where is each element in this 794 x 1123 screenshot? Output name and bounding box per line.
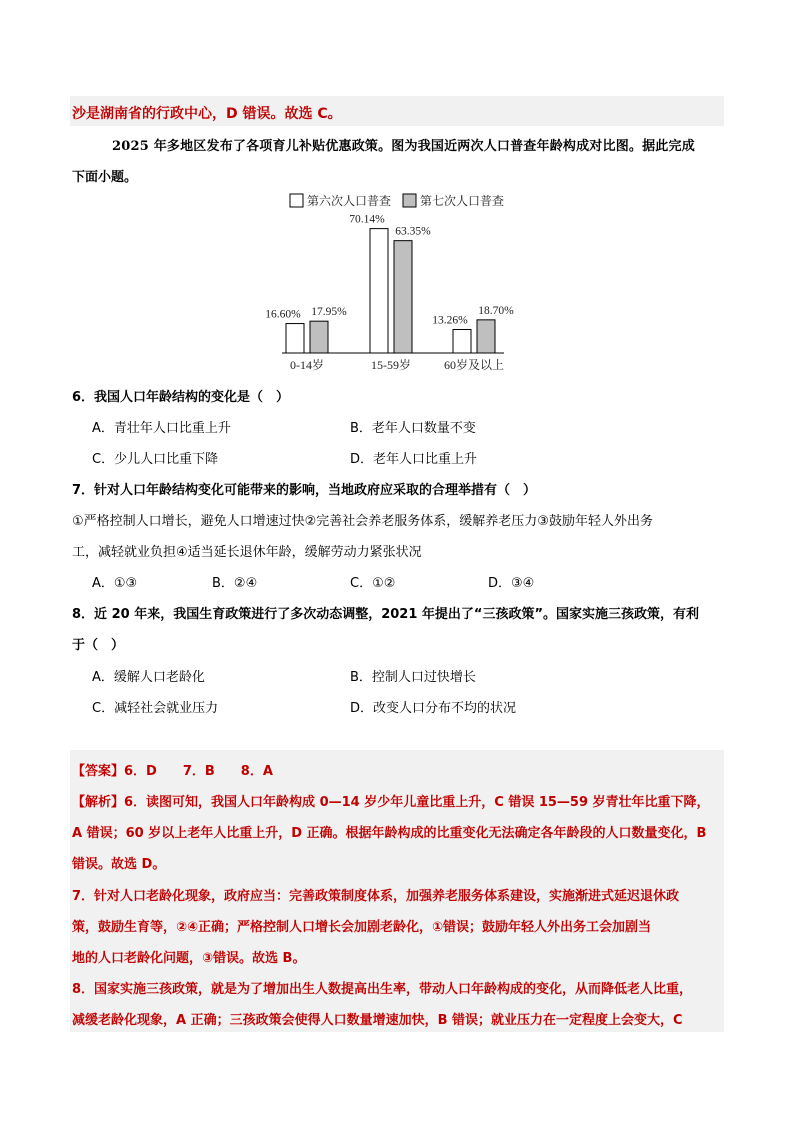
intro-line-2: 下面小题。: [72, 170, 138, 185]
data-label-3-series-1: 13.26%: [432, 314, 468, 327]
q6-stem: 6．我国人口年龄结构的变化是（ ）: [72, 390, 290, 405]
legend-label-2: 第七次人口普查: [420, 194, 505, 208]
bar-1-series-2: [310, 321, 328, 353]
answer-line: [72, 760, 273, 779]
analysis-text-1: 6．读图可知，我国人口年龄构成 0—14 岁少年儿童比重上升，C 错误 15—59 岁青壮年比重下降，: [124, 795, 710, 810]
analysis-line-2: A 错误；60 岁以上老年人比重上升，D 正确。根据年龄构成的比重变化无法确定各年龄段的人口数量变化，B: [72, 826, 707, 841]
q8-option-d: D．改变人口分布不均的状况: [350, 701, 517, 716]
q8-option-b: B．控制人口过快增长: [350, 670, 476, 685]
legend-label-1: 第六次人口普查: [307, 194, 392, 208]
category-label-2: 15-59岁: [371, 358, 411, 372]
analysis-line-3: 错误。故选 D。: [72, 857, 166, 872]
q8-line-2: 于（ ）: [72, 638, 125, 653]
bar-3-series-1: [453, 329, 471, 353]
legend-swatch-2: [403, 194, 416, 207]
analysis-line-4: 7．针对人口老龄化现象，政府应当：完善政策制度体系，加强养老服务体系建设，实施渐进式延迟退休政: [72, 889, 680, 904]
q8-option-c: C．减轻社会就业压力: [92, 701, 219, 716]
q7-option-a: A．①③: [92, 576, 138, 591]
category-label-3: 60岁及以上: [443, 358, 505, 372]
q7-line-2: 工，减轻就业负担④适当延长退休年龄，缓解劳动力紧张状况: [72, 545, 422, 560]
q7-option-d: D．③④: [488, 576, 535, 591]
answer-label: 【答案】: [72, 764, 125, 779]
data-label-1-series-1: 16.60%: [265, 308, 301, 321]
analysis-line-6: 地的人口老龄化问题，③错误。故选 B。: [72, 951, 306, 966]
analysis-line-8: 减缓老龄化现象，A 正确；三孩政策会使得人口数量增速加快，B 错误；就业压力在一定程度上会变大，C: [72, 1013, 683, 1028]
q7-option-c: C．①②: [350, 576, 396, 591]
q6-option-c: C．少儿人口比重下降: [92, 452, 219, 467]
top-line: [72, 103, 342, 123]
top-line-conclusion: D 错误。故选 C。: [226, 106, 342, 122]
q7-line-1: ①严格控制人口增长，避免人口增速过快②完善社会养老服务体系，缓解养老压力③鼓励年轻人外出务: [72, 514, 653, 529]
data-label-1-series-2: 17.95%: [311, 306, 347, 319]
data-label-2-series-1: 70.14%: [349, 213, 385, 226]
q6-option-b: B．老年人口数量不变: [350, 421, 476, 436]
q8-option-a: A．缓解人口老龄化: [92, 670, 205, 685]
analysis-line-7: 8．国家实施三孩政策，就是为了增加出生人数提高出生率，带动人口年龄构成的变化，从而降低老人比重，: [72, 982, 693, 997]
data-label-2-series-2: 63.35%: [395, 225, 431, 238]
legend-swatch-1: [290, 194, 303, 207]
q6-option-a: A．青壮年人口比重上升: [92, 421, 231, 436]
q7-option-b: B．②④: [212, 576, 258, 591]
analysis-line-1: [72, 791, 710, 810]
category-label-1: 0-14岁: [290, 358, 324, 372]
bar-1-series-1: [286, 324, 304, 353]
data-label-3-series-2: 18.70%: [478, 304, 514, 317]
q8-line-1: 8．近 20 年来，我国生育政策进行了多次动态调整，2021 年提出了“三孩政策”。国家实施三孩政策，有利: [72, 607, 699, 622]
q6-option-d: D．老年人口比重上升: [350, 452, 478, 467]
analysis-label: 【解析】: [72, 795, 125, 810]
top-line-text: 沙是湖南省的行政中心，: [72, 106, 226, 122]
intro-line-1: 2025 年多地区发布了各项育儿补贴优惠政策。图为我国近两次人口普查年龄构成对比图。据此完成: [112, 139, 695, 154]
analysis-line-5: 策，鼓励生育等，②④正确；严格控制人口增长会加剧老龄化，①错误；鼓励年轻人外出务工会加剧当: [72, 920, 652, 935]
q7-stem: 7．针对人口年龄结构变化可能带来的影响，当地政府应采取的合理举措有（ ）: [72, 483, 537, 498]
bar-2-series-1: [370, 229, 388, 353]
age-structure-chart: [265, 188, 530, 373]
bar-3-series-2: [477, 320, 495, 353]
bar-2-series-2: [394, 241, 412, 353]
answer-text: 6．D 7．B 8．A: [124, 764, 273, 779]
